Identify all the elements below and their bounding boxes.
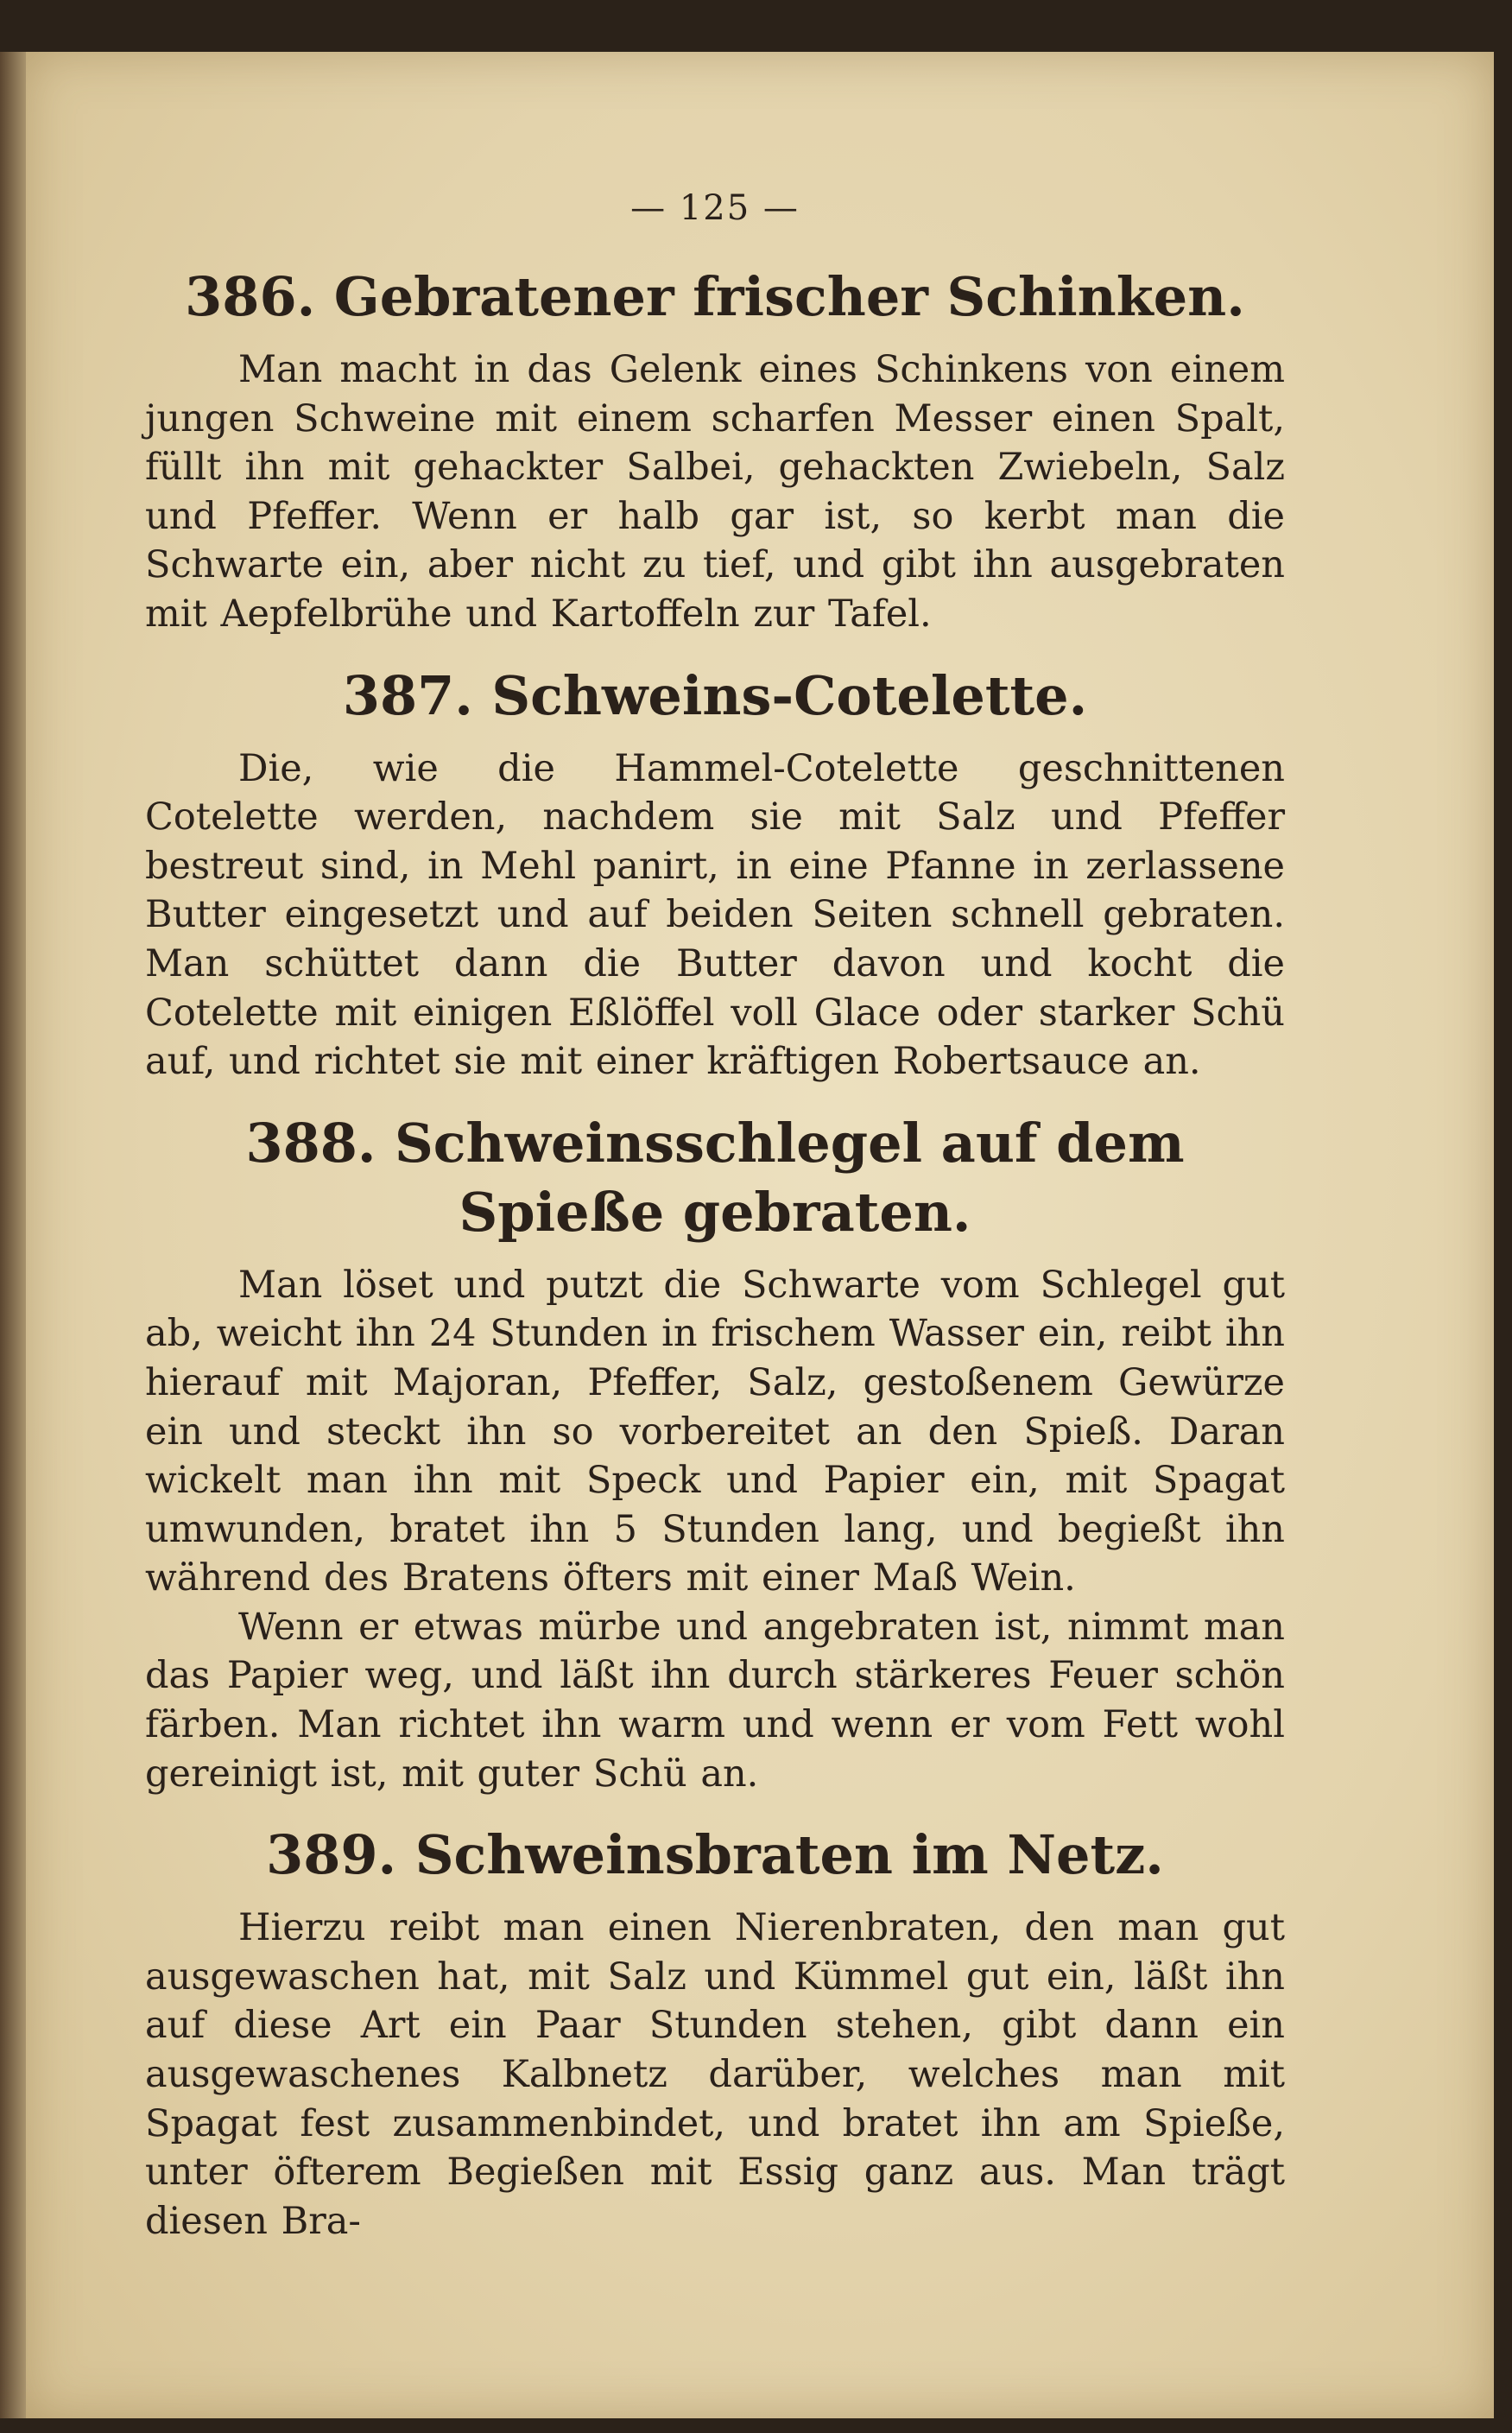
recipe-paragraph: Man löset und putzt die Schwarte vom Schlegel gut ab, weicht ihn 24 Stunden in frischem Wasser ein, reibt ihn hierauf mit Majoran, Pfeffer, Salz, gestoßenem Gewürze ein und steckt ihn so vorbereitet an den Spieß. Daran wickelt man ihn mit Speck und Papier ein, mit Spagat umwunden, bratet ihn 5 Stunden lang, und begießt ihn während des Bratens öfters mit einer Maß Wein. (145, 1263, 1285, 1600)
recipe-heading: 387. Schweins-Cotelette. (342, 663, 1088, 727)
recipe-386 (145, 263, 1285, 639)
recipe-paragraph: Hierzu reibt man einen Nierenbraten, den man gut ausgewaschen hat, mit Salz und Kümmel gut ein, läßt ihn auf diese Art ein Paar Stunden stehen, gibt dann ein ausgewaschenes Kalbnetz darüber, welches man mit Spagat fest zusammenbindet, und bratet ihn am Spieße, unter öfterem Begießen mit Essig ganz aus. Man trägt diesen Bra- (145, 1906, 1285, 2243)
recipe-388 (145, 1109, 1285, 1799)
recipe-paragraph: Die, wie die Hammel-Cotelette geschnittenen Cotelette werden, nachdem sie mit Salz und Pfeffer bestreut sind, in Mehl panirt, in eine Pfanne in zerlassene Butter eingesetzt und auf beiden Seiten schnell gebraten. Man schüttet dann die Butter davon und kocht die Cotelette mit einigen Eßlöffel voll Glace oder starker Schü auf, und richtet sie mit einer kräftigen Robertsauce an. (145, 746, 1285, 1084)
recipe-paragraph: Man macht in das Gelenk eines Schinkens von einem jungen Schweine mit einem scharfen Messer einen Spalt, füllt ihn mit gehackter Salbei, gehackten Zwiebeln, Salz und Pfeffer. Wenn er halb gar ist, so kerbt man die Schwarte ein, aber nicht zu tief, und gibt ihn ausgebraten mit Aepfelbrühe und Kartoffeln zur Tafel. (145, 348, 1285, 636)
recipe-heading: 386. Gebratener frischer Schinken. (185, 265, 1245, 328)
recipe-387 (145, 662, 1285, 1087)
page-number: — 125 — (630, 188, 800, 228)
recipe-heading: 389. Schweinsbraten im Netz. (266, 1823, 1164, 1887)
recipe-paragraph: Wenn er etwas mürbe und angebraten ist, nimmt man das Papier weg, und läßt ihn durch stärkeres Feuer schön färben. Man richtet ihn warm und wenn er vom Fett wohl gereinigt ist, mit guter Schü an. (145, 1605, 1285, 1796)
page-text (145, 188, 1285, 2268)
recipe-heading: 388. Schweinsschlegel auf dem Spieße gebraten. (245, 1111, 1185, 1244)
recipe-389 (145, 1821, 1285, 2246)
